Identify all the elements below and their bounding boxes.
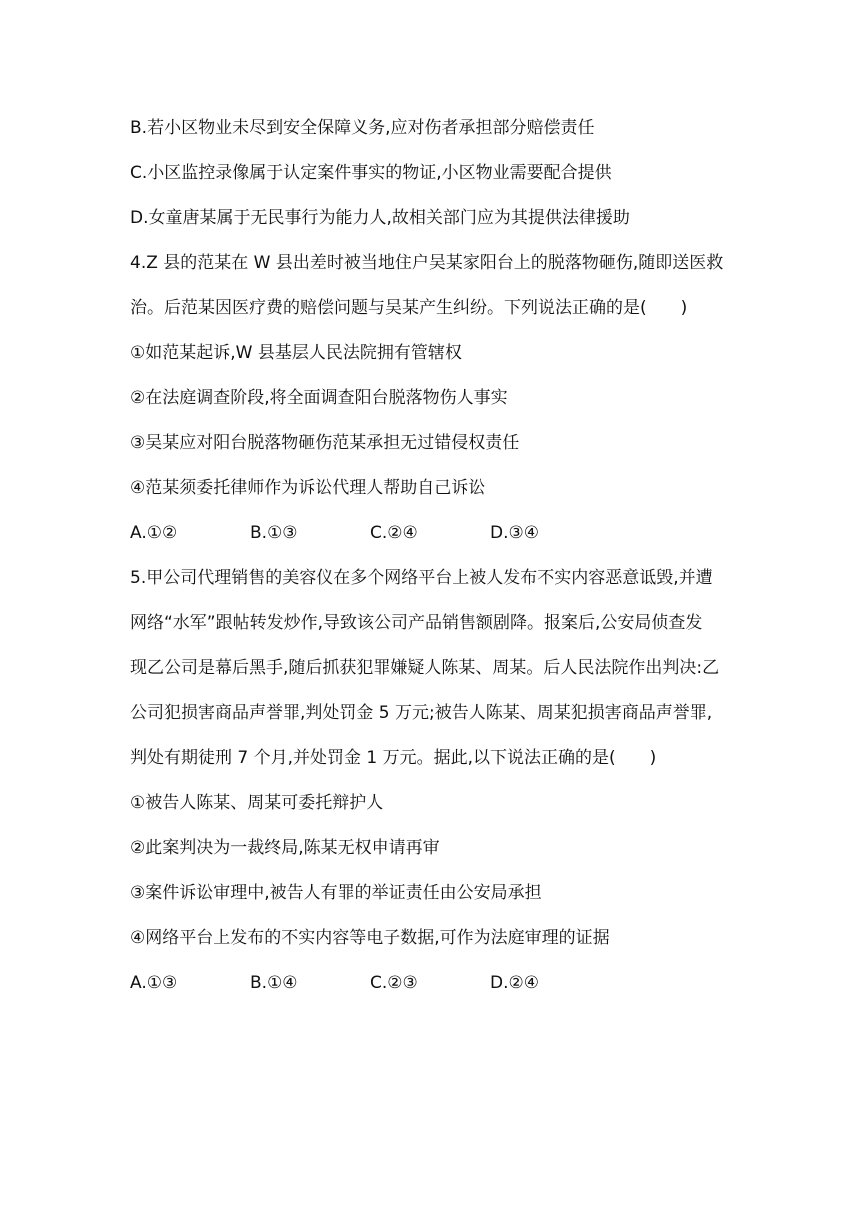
- q4-statement-3: ③吴某应对阳台脱落物砸伤范某承担无过错侵权责任: [130, 433, 520, 453]
- q3-option-b: B.若小区物业未尽到安全保障义务,应对伤者承担部分赔偿责任: [130, 118, 595, 138]
- q5-choice-c[interactable]: C.②③: [370, 973, 418, 993]
- q4-statement-4: ④范某须委托律师作为诉讼代理人帮助自己诉讼: [130, 478, 486, 498]
- q4-choice-a[interactable]: A.①②: [130, 523, 178, 543]
- q5-statement-4: ④网络平台上发布的不实内容等电子数据,可作为法庭审理的证据: [130, 928, 610, 948]
- q4-choice-d[interactable]: D.③④: [490, 523, 539, 543]
- q5-choice-a[interactable]: A.①③: [130, 973, 178, 993]
- q5-statement-2: ②此案判决为一裁终局,陈某无权申请再审: [130, 838, 440, 858]
- q5-choice-b[interactable]: B.①④: [250, 973, 298, 993]
- q4-stem-line-1: 4.Z 县的范某在 W 县出差时被当地住户吴某家阳台上的脱落物砸伤,随即送医救: [130, 253, 724, 273]
- q5-stem-line-5: 判处有期徒刑 7 个月,并处罚金 1 万元。据此,以下说法正确的是( ): [130, 748, 657, 768]
- q5-stem-line-2: 网络“水军”跟帖转发炒作,导致该公司产品销售额剧降。报案后,公安局侦查发: [130, 613, 703, 633]
- q4-choice-b[interactable]: B.①③: [250, 523, 298, 543]
- q3-option-c: C.小区监控录像属于认定案件事实的物证,小区物业需要配合提供: [130, 163, 612, 183]
- q5-statement-3: ③案件诉讼审理中,被告人有罪的举证责任由公安局承担: [130, 883, 542, 903]
- q5-stem-line-3: 现乙公司是幕后黑手,随后抓获犯罪嫌疑人陈某、周某。后人民法院作出判决:乙: [130, 658, 720, 678]
- q4-choice-c[interactable]: C.②④: [370, 523, 418, 543]
- q4-statement-1: ①如范某起诉,W 县基层人民法院拥有管辖权: [130, 343, 462, 363]
- q5-stem-line-4: 公司犯损害商品声誉罪,判处罚金 5 万元;被告人陈某、周某犯损害商品声誉罪,: [130, 703, 713, 723]
- q3-option-d: D.女童唐某属于无民事行为能力人,故相关部门应为其提供法律援助: [130, 208, 630, 228]
- q5-choice-d[interactable]: D.②④: [490, 973, 539, 993]
- q4-statement-2: ②在法庭调查阶段,将全面调查阳台脱落物伤人事实: [130, 388, 508, 408]
- q5-statement-1: ①被告人陈某、周某可委托辩护人: [130, 793, 384, 813]
- q4-stem-line-2: 治。后范某因医疗费的赔偿问题与吴某产生纠纷。下列说法正确的是( ): [130, 298, 688, 318]
- q5-stem-line-1: 5.甲公司代理销售的美容仪在多个网络平台上被人发布不实内容恶意诋毁,并遭: [130, 568, 713, 588]
